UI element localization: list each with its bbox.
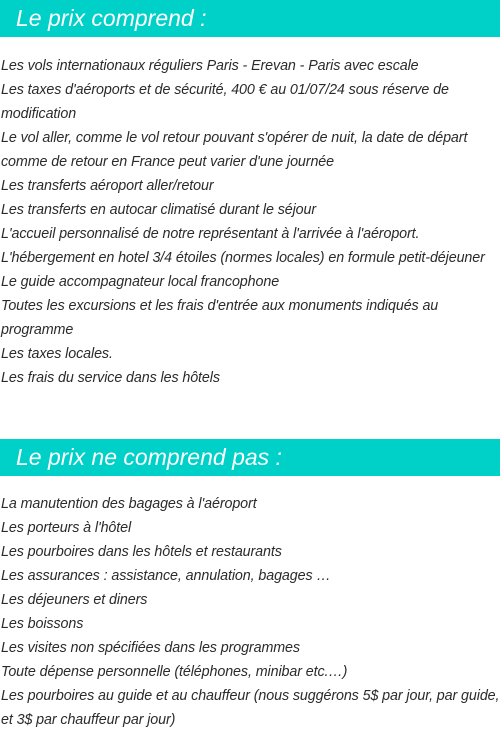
included-list <box>0 54 500 390</box>
included-item: Le vol aller, comme le vol retour pouvant s'opérer de nuit, la date de départ comme de retour en France peut varier d'une journée <box>1 130 468 170</box>
included-item: L'hébergement en hotel 3/4 étoiles (normes locales) en formule petit-déjeuner <box>1 250 485 266</box>
excluded-item: Les porteurs à l'hôtel <box>1 520 132 536</box>
included-item: Les transferts aéroport aller/retour <box>1 178 214 194</box>
excluded-item: Les boissons <box>1 616 84 632</box>
excluded-item: Les visites non spécifiées dans les programmes <box>1 640 300 656</box>
excluded-list <box>0 492 500 732</box>
excluded-item: Les déjeuners et diners <box>1 592 148 608</box>
excluded-item: La manutention des bagages à l'aéroport <box>1 496 257 512</box>
included-item: Toutes les excursions et les frais d'entrée aux monuments indiqués au programme <box>1 298 439 338</box>
excluded-item: Toute dépense personnelle (téléphones, minibar etc.…) <box>1 664 348 680</box>
excluded-item: Les assurances : assistance, annulation, bagages … <box>1 568 331 584</box>
included-item: Le guide accompagnateur local francophone <box>1 274 280 290</box>
included-item: Les taxes d'aéroports et de sécurité, 400 € au 01/07/24 sous réserve de modification <box>1 82 449 122</box>
excluded-item: Les pourboires au guide et au chauffeur (nous suggérons 5$ par jour, par guide, et 3$ par chauffeur par jour) <box>1 688 500 728</box>
included-item: Les transferts en autocar climatisé durant le séjour <box>1 202 317 218</box>
included-item: Les frais du service dans les hôtels <box>1 370 220 386</box>
included-section-title: Le prix comprend : <box>0 0 500 37</box>
included-item: Les vols internationaux réguliers Paris - Erevan - Paris avec escale <box>1 58 419 74</box>
included-item: L'accueil personnalisé de notre représentant à l'arrivée à l'aéroport. <box>1 226 420 242</box>
excluded-item: Les pourboires dans les hôtels et restaurants <box>1 544 282 560</box>
excluded-section-title: Le prix ne comprend pas : <box>0 439 500 476</box>
included-item: Les taxes locales. <box>1 346 113 362</box>
